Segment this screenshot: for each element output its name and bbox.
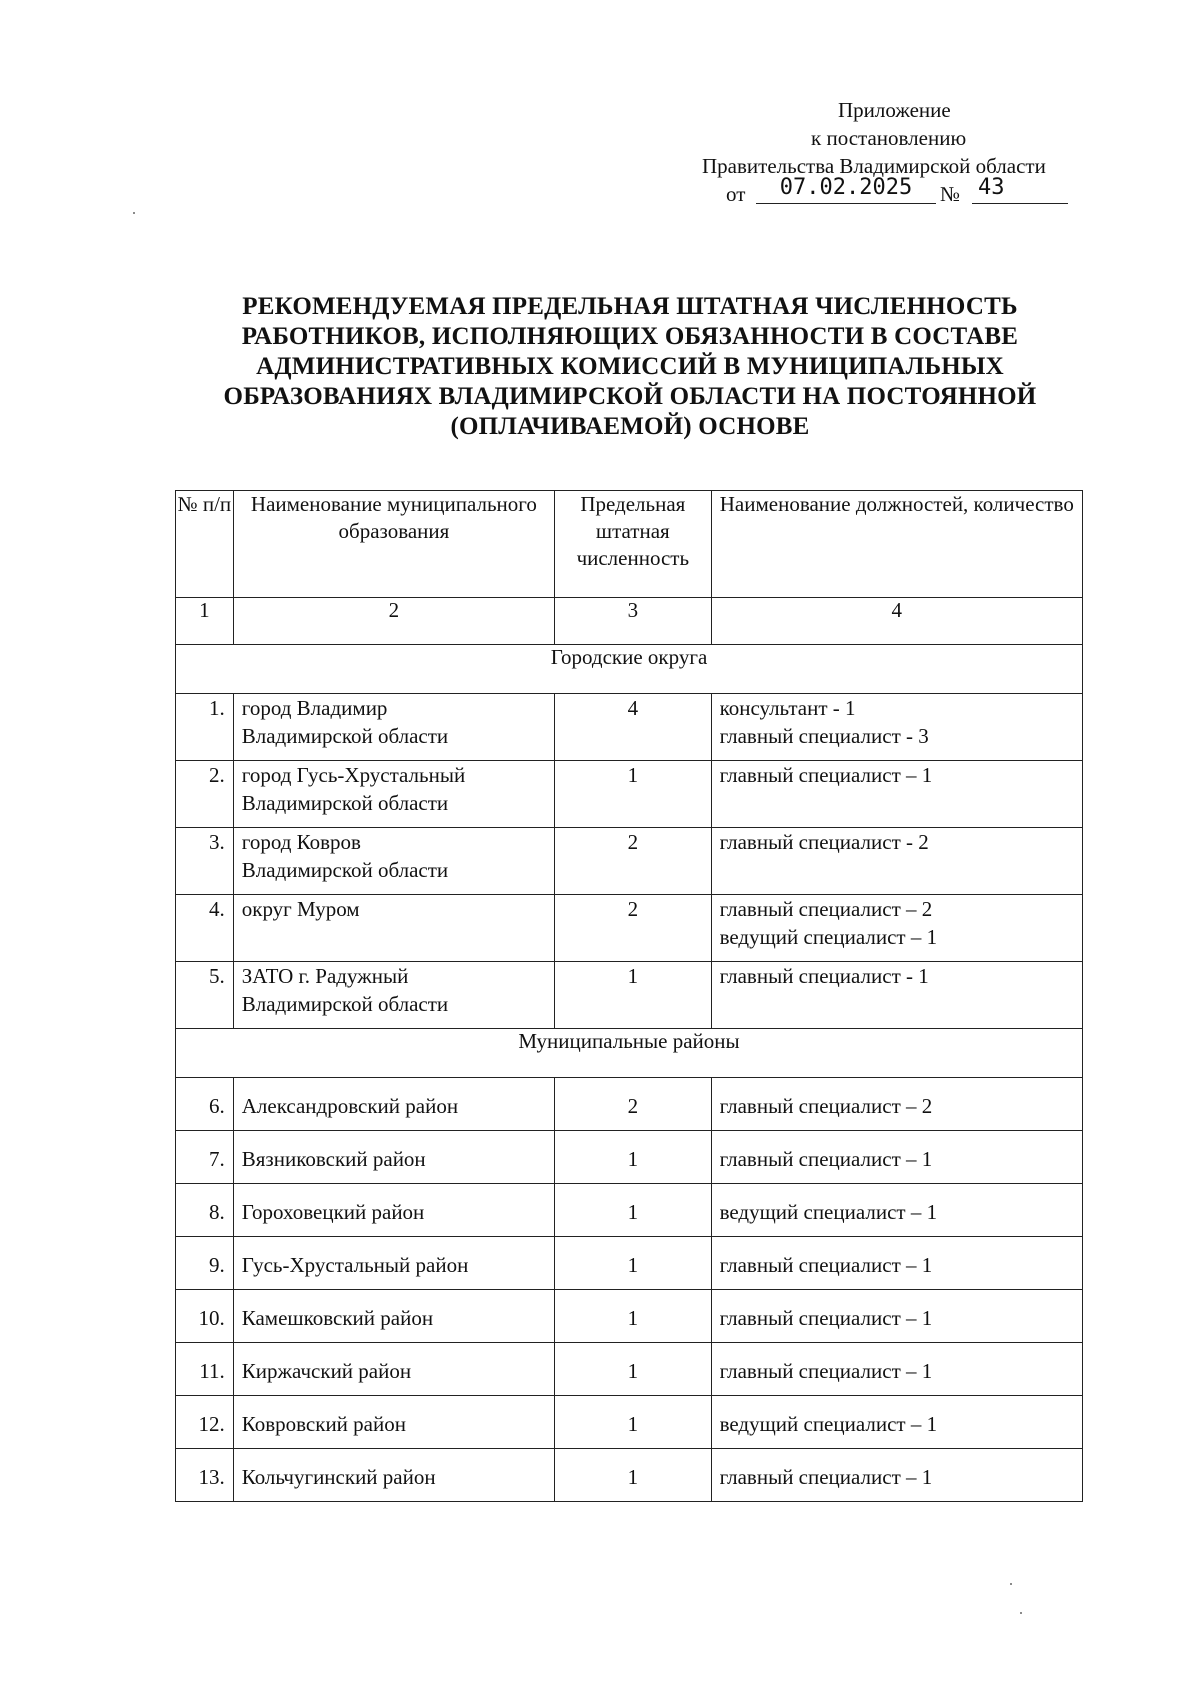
- staff-table: [175, 490, 1083, 1502]
- row-municipality-line: ЗАТО г. Радужный: [241, 964, 409, 988]
- row-municipality: [233, 694, 554, 761]
- section-municipal-districts: Муниципальные районы: [176, 1029, 1083, 1078]
- row-positions: главный специалист – 1: [711, 1343, 1082, 1396]
- row-positions: [711, 694, 1082, 761]
- row-number: 6.: [176, 1078, 234, 1131]
- section-city-districts: Городские округа: [176, 645, 1083, 694]
- row-position-line: консультант - 1: [719, 696, 856, 720]
- row-positions: главный специалист – 1: [711, 1449, 1082, 1502]
- scan-speck: [1010, 1583, 1012, 1585]
- row-staff-limit: 2: [555, 1078, 712, 1131]
- row-position-line: главный специалист – 1: [719, 763, 933, 787]
- row-municipality: Ковровский район: [233, 1396, 554, 1449]
- row-number: 11.: [176, 1343, 234, 1396]
- table-row: [176, 895, 1083, 962]
- row-number: 7.: [176, 1131, 234, 1184]
- row-municipality-line: округ Муром: [241, 897, 360, 921]
- row-staff-limit: 1: [555, 1237, 712, 1290]
- row-municipality: Киржачский район: [233, 1343, 554, 1396]
- table-row: [176, 1449, 1083, 1502]
- row-municipality: Камешковский район: [233, 1290, 554, 1343]
- document-title: РЕКОМЕНДУЕМАЯ ПРЕДЕЛЬНАЯ ШТАТНАЯ ЧИСЛЕННОСТЬ РАБОТНИКОВ, ИСПОЛНЯЮЩИХ ОБЯЗАННОСТИ В СОСТАВЕ АДМИНИСТРАТИВНЫХ КОМИССИЙ В МУНИЦИПАЛЬНЫХ ОБРАЗОВАНИЯХ ВЛАДИМИРСКОЙ ОБЛАСТИ НА ПОСТОЯННОЙ (ОПЛАЧИВАЕМОЙ) ОСНОВЕ: [223, 293, 1037, 440]
- row-staff-limit: 1: [555, 1396, 712, 1449]
- row-municipality: Кольчугинский район: [233, 1449, 554, 1502]
- row-municipality-line: Владимирской области: [241, 724, 449, 748]
- appendix-date: 07.02.2025: [756, 174, 936, 204]
- column-number: 2: [233, 598, 554, 645]
- table-row: [176, 1396, 1083, 1449]
- header-staff-limit: Предельная штатная численность: [555, 491, 712, 598]
- table-row: [176, 828, 1083, 895]
- row-staff-limit: 1: [555, 1343, 712, 1396]
- section-row: [176, 1029, 1083, 1078]
- appendix-government: Правительства Владимирской области: [702, 154, 1046, 178]
- table-row: [176, 1237, 1083, 1290]
- appendix-block: [690, 96, 1110, 210]
- row-staff-limit: 1: [555, 1290, 712, 1343]
- appendix-label: Приложение: [838, 98, 951, 122]
- appendix-number-sign: №: [940, 182, 961, 206]
- row-municipality-line: Владимирской области: [241, 858, 449, 882]
- row-municipality: [233, 828, 554, 895]
- row-positions: главный специалист – 1: [711, 1237, 1082, 1290]
- table-header-row: [176, 491, 1083, 598]
- row-municipality-line: город Ковров: [241, 830, 361, 854]
- table-row: [176, 694, 1083, 761]
- row-position-line: главный специалист - 1: [719, 964, 929, 988]
- row-position-line: главный специалист – 2: [719, 897, 933, 921]
- row-positions: главный специалист – 1: [711, 1131, 1082, 1184]
- row-position-line: ведущий специалист – 1: [719, 925, 938, 949]
- row-municipality-line: Владимирской области: [241, 791, 449, 815]
- column-numbers-row: [176, 598, 1083, 645]
- table-row: [176, 1131, 1083, 1184]
- row-staff-limit: 1: [555, 962, 712, 1029]
- row-positions: [711, 962, 1082, 1029]
- table-row: [176, 761, 1083, 828]
- row-number: 2.: [176, 761, 234, 828]
- table-row: [176, 962, 1083, 1029]
- row-number: 12.: [176, 1396, 234, 1449]
- header-positions: Наименование должностей, количество: [711, 491, 1082, 598]
- table-row: [176, 1343, 1083, 1396]
- row-positions: ведущий специалист – 1: [711, 1184, 1082, 1237]
- appendix-number: 43: [972, 174, 1068, 204]
- row-positions: главный специалист – 2: [711, 1078, 1082, 1131]
- column-number: 4: [711, 598, 1082, 645]
- row-municipality: Александровский район: [233, 1078, 554, 1131]
- row-staff-limit: 1: [555, 1131, 712, 1184]
- row-number: 3.: [176, 828, 234, 895]
- row-municipality: Гусь-Хрустальный район: [233, 1237, 554, 1290]
- row-number: 5.: [176, 962, 234, 1029]
- row-positions: [711, 895, 1082, 962]
- row-number: 4.: [176, 895, 234, 962]
- row-municipality: Гороховецкий район: [233, 1184, 554, 1237]
- row-staff-limit: 1: [555, 1184, 712, 1237]
- row-municipality: [233, 962, 554, 1029]
- row-municipality: [233, 761, 554, 828]
- row-staff-limit: 1: [555, 761, 712, 828]
- row-number: 10.: [176, 1290, 234, 1343]
- row-municipality-line: город Гусь-Хрустальный: [241, 763, 466, 787]
- section-row: [176, 645, 1083, 694]
- column-number: 1: [176, 598, 234, 645]
- appendix-ot: от: [726, 182, 746, 206]
- scan-speck: [133, 212, 135, 214]
- row-staff-limit: 2: [555, 828, 712, 895]
- row-staff-limit: 2: [555, 895, 712, 962]
- table-row: [176, 1184, 1083, 1237]
- row-position-line: главный специалист - 3: [719, 724, 929, 748]
- row-municipality-line: Владимирской области: [241, 992, 449, 1016]
- row-number: 8.: [176, 1184, 234, 1237]
- header-number: № п/п: [176, 491, 234, 598]
- column-number: 3: [555, 598, 712, 645]
- appendix-date-line: [690, 175, 1110, 210]
- row-positions: главный специалист – 1: [711, 1290, 1082, 1343]
- row-number: 1.: [176, 694, 234, 761]
- row-staff-limit: 1: [555, 1449, 712, 1502]
- row-positions: [711, 828, 1082, 895]
- row-municipality-line: город Владимир: [241, 696, 388, 720]
- row-number: 9.: [176, 1237, 234, 1290]
- header-municipality: Наименование муниципального образования: [233, 491, 554, 598]
- row-positions: [711, 761, 1082, 828]
- table-row: [176, 1078, 1083, 1131]
- row-positions: ведущий специалист – 1: [711, 1396, 1082, 1449]
- appendix-resolution: к постановлению: [811, 126, 967, 150]
- row-position-line: главный специалист - 2: [719, 830, 929, 854]
- row-municipality: [233, 895, 554, 962]
- row-municipality: Вязниковский район: [233, 1131, 554, 1184]
- table-row: [176, 1290, 1083, 1343]
- row-number: 13.: [176, 1449, 234, 1502]
- row-staff-limit: 4: [555, 694, 712, 761]
- scan-speck: [1020, 1612, 1022, 1614]
